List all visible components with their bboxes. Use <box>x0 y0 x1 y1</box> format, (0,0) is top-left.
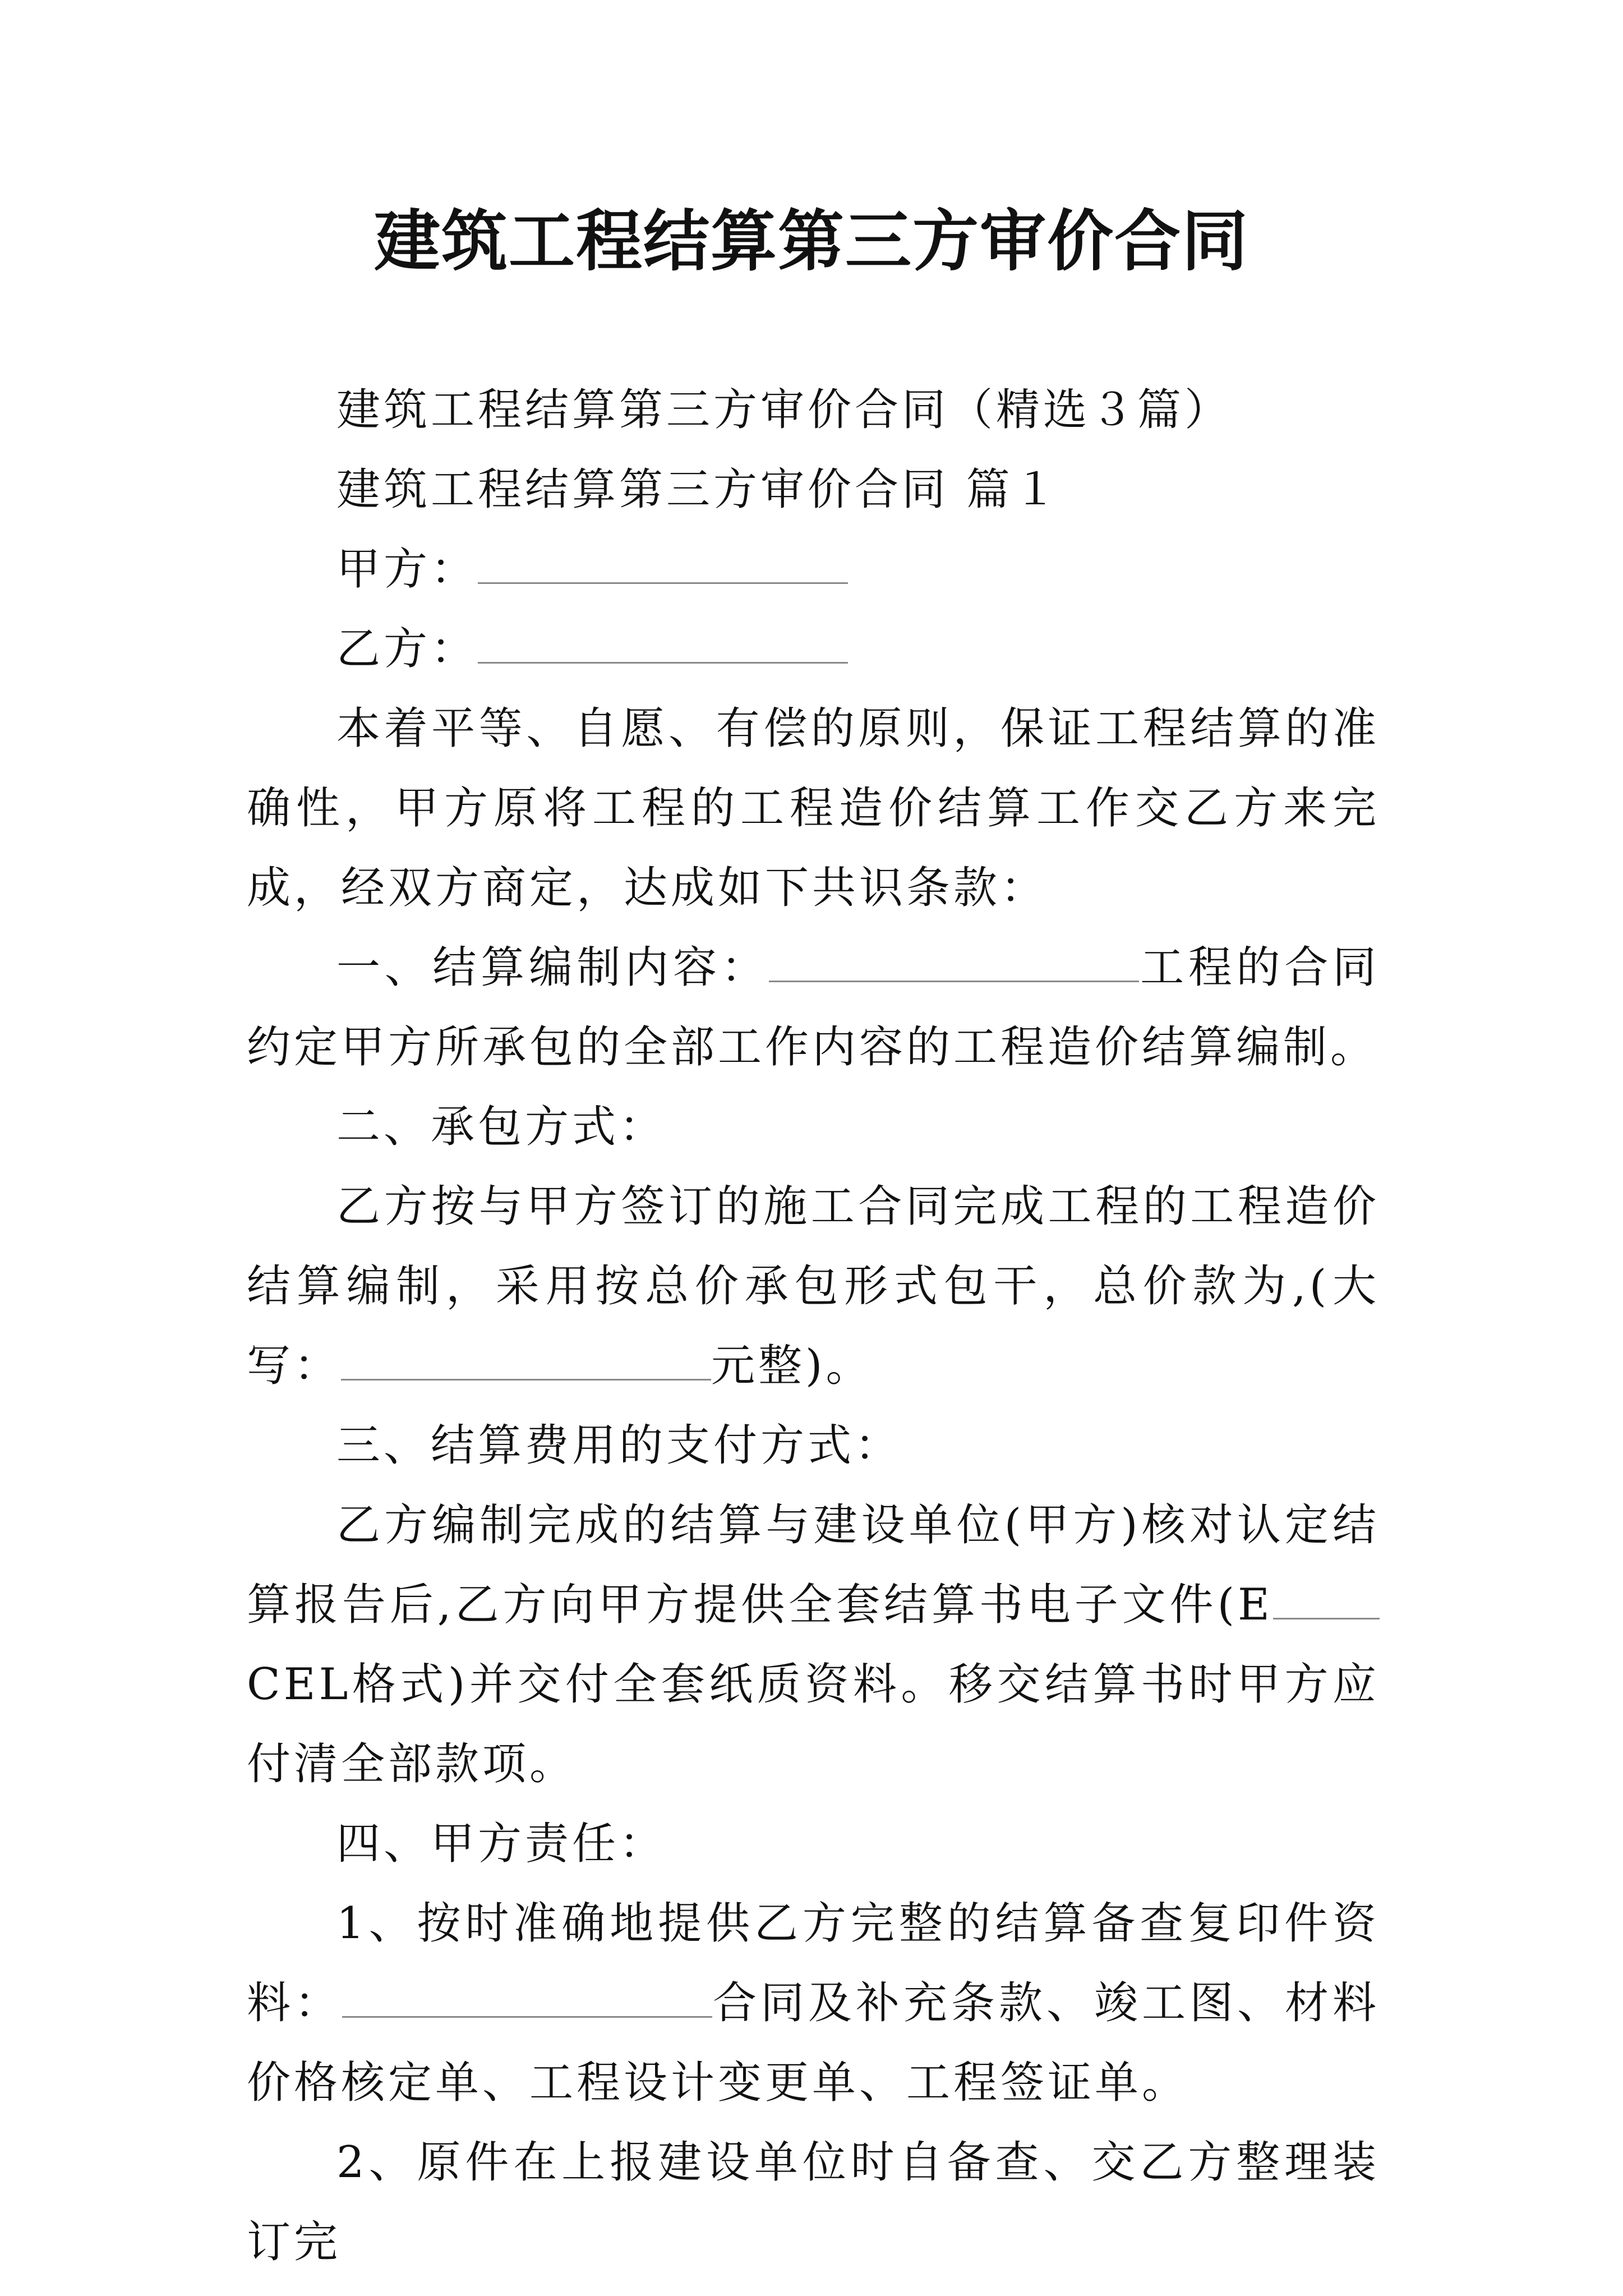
section-heading: 建筑工程结算第三方审价合同 篇１ <box>336 464 1061 515</box>
clause2-heading: 二、承包方式： <box>336 1102 667 1152</box>
clause3-text-b: CEL格式)并交付全套纸质资料。移交结算书时甲方应付清全部款项。 <box>247 1659 1380 1789</box>
clause1-suffix: 工程的合同约定甲方所承包的全部工作内容的工程造价结算编制。 <box>247 942 1380 1073</box>
clause1-paragraph <box>247 928 1380 1087</box>
document-title: 建筑工程结算第三方审价合同 <box>374 202 1249 280</box>
party-a-line <box>247 530 1380 609</box>
document-body <box>247 370 1380 2282</box>
item2-paragraph <box>247 2123 1380 2282</box>
party-b-line <box>247 609 1380 689</box>
party-b-label: 乙方： <box>336 624 478 674</box>
intro-text: 本着平等、自愿、有偿的原则，保证工程结算的准确性，甲方原将工程的工程造价结算工作交乙方来完成，经双方商定，达成如下共识条款： <box>247 703 1380 913</box>
clause3-heading-paragraph <box>247 1406 1380 1485</box>
clause3-paragraph <box>247 1485 1380 1804</box>
clause2-text: 乙方按与甲方签订的施工合同完成工程的工程造价结算编制，采用按总价承包形式包干，总价款为,(大写： <box>247 1181 1380 1391</box>
party-a-label: 甲方： <box>336 544 478 595</box>
section-heading-paragraph <box>247 450 1380 530</box>
item1-paragraph <box>247 1884 1380 2123</box>
clause4-heading: 四、甲方责任： <box>336 1819 667 1869</box>
party-a-blank <box>478 549 848 584</box>
item1-blank <box>342 1982 712 2018</box>
clause4-heading-paragraph <box>247 1804 1380 1884</box>
clause3-heading: 三、结算费用的支付方式： <box>336 1420 902 1471</box>
clause2-paragraph <box>247 1167 1380 1406</box>
clause1-blank <box>769 947 1139 982</box>
clause1-prefix: 一、结算编制内容： <box>336 942 769 993</box>
clause2-heading-paragraph <box>247 1087 1380 1167</box>
item2-text: 2、原件在上报建设单位时自备查、交乙方整理装订完 <box>247 2137 1380 2267</box>
item1-suffix: 合同及补充条款、竣工图、材料价格核定单、工程设计变更单、工程签证单。 <box>247 1978 1380 2108</box>
clause3-format-blank <box>1273 1584 1380 1619</box>
item1-text: 1、按时准确地提供乙方完整的结算备查复印件资料： <box>247 1898 1380 2028</box>
clause3-text-a: 乙方编制完成的结算与建设单位(甲方)核对认定结算报告后,乙方向甲方提供全套结算书电子文件(E <box>247 1500 1380 1630</box>
subtitle-paragraph <box>247 370 1380 450</box>
clause2-suffix: 元整)。 <box>711 1341 873 1391</box>
party-b-blank <box>478 628 848 664</box>
subtitle: 建筑工程结算第三方审价合同（精选３篇） <box>336 385 1232 435</box>
clause2-amount-blank <box>341 1345 711 1381</box>
intro-paragraph <box>247 689 1380 928</box>
